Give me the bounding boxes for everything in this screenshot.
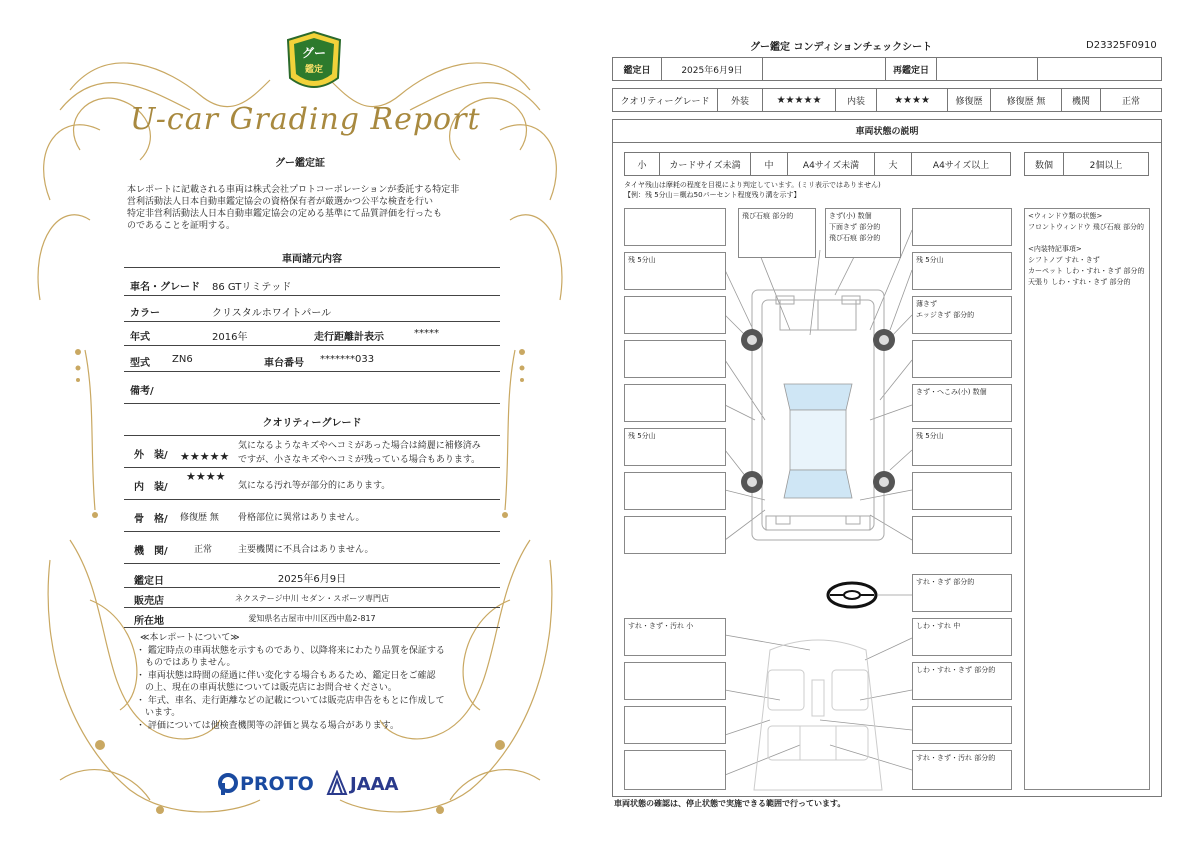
row-address: 所在地 愛知県名古屋市中川区西中島2-817 xyxy=(124,608,500,628)
note-box-2 xyxy=(912,208,1012,246)
note-box-8 xyxy=(912,472,1012,510)
date-value: 2025年6月9日 xyxy=(661,57,763,81)
badge-top-text: グー xyxy=(301,46,326,60)
row-date: 鑑定日 2025年6月9日 xyxy=(124,566,500,588)
repair-label: 修復歴 xyxy=(947,88,991,112)
note-box-10 xyxy=(912,516,1012,554)
note-box-1 xyxy=(624,208,726,246)
repair-value: 修復歴 無 xyxy=(990,88,1062,112)
note-box-6 xyxy=(624,384,726,422)
note-box-9 xyxy=(624,516,726,554)
proto-logo-icon xyxy=(216,772,240,796)
note-right-rear: すれ・きず・汚れ 部分的 xyxy=(912,750,1012,790)
legend-large-desc: A4サイズ以上 xyxy=(911,152,1011,176)
spec-title-row: 車両諸元内容 xyxy=(124,246,500,268)
legend-count: 数個 xyxy=(1024,152,1064,176)
note-box-14 xyxy=(624,750,726,790)
note-box-4 xyxy=(624,340,726,378)
side-info-panel xyxy=(1024,208,1150,790)
jaaa-logo-icon xyxy=(326,770,348,796)
interior-title: <内装特記事項> xyxy=(1028,245,1082,253)
row-year-mileage: 年式 2016年 走行距離計表示 ***** xyxy=(124,322,500,346)
note-box-11 xyxy=(624,662,726,700)
window-title: <ウィンドウ類の状態> xyxy=(1028,212,1103,220)
jaaa-logo-text: JAAA xyxy=(350,774,399,795)
exterior-label: 外装 xyxy=(717,88,763,112)
interior-label: 内装 xyxy=(835,88,877,112)
row-name-grade: 車名・グレード 86 GTリミテッド xyxy=(124,270,500,296)
row-interior: 内 装/ ★★★★ 気になる汚れ等が部分的にあります。 xyxy=(124,468,500,500)
report-notes: ≪本レポートについて≫ ・ 鑑定時点の車両状態を示すものであり、以降将来にわたり品質を保証する ものではありません。 ・ 車両状態は時間の経過に伴い変化する場合もあるため、鑑定日をご確認 の上、現在の車両状態については販売店にお問合せください。 ・ 年式、車名、走行距離などの記載については販売店申告をもとに作成して います。 ・ 評価については他検査機関等の評価と異なる場合があります。 xyxy=(136,633,445,731)
note-box-5 xyxy=(912,340,1012,378)
legend-count-desc: 2個以上 xyxy=(1063,152,1149,176)
exterior-stars: ★★★★★ xyxy=(762,88,836,112)
legend-small: 小 xyxy=(624,152,660,176)
note-right-seat: しわ・すれ 中 xyxy=(912,618,1012,656)
row-exterior: 外 装/ ★★★★★ 気になるようなキズやヘコミがあった場合は綺麗に補修済み ですが、小さなキズやヘコミが残っている場合もあります。 xyxy=(124,436,500,468)
tire-note-1: タイヤ残山は摩耗の程度を目視により判定しています。(ミリ表示ではありません) xyxy=(624,181,881,189)
note-box-7 xyxy=(624,472,726,510)
engine-value: 正常 xyxy=(1100,88,1162,112)
legend-medium-desc: A4サイズ未満 xyxy=(787,152,875,176)
tire-note-2: 【例：残 5分山＝概ね50パーセント程度残り溝を示す】 xyxy=(624,191,801,199)
note-right-dent: きず・へこみ(小) 数個 xyxy=(912,384,1012,422)
document-id: D23325F0910 xyxy=(1086,40,1157,51)
legend-large: 大 xyxy=(874,152,912,176)
note-box-3 xyxy=(624,296,726,334)
note-right-mid: しわ・すれ・きず 部分的 xyxy=(912,662,1012,700)
section-title: 車両状態の説明 xyxy=(612,119,1162,143)
note-box-13 xyxy=(912,706,1012,744)
engine-label: 機関 xyxy=(1061,88,1101,112)
note-box-top-2: きず(小) 数個 下面きず 部分的 飛び石痕 部分的 xyxy=(825,208,901,258)
sheet-title: グー鑑定 コンディションチェックシート xyxy=(750,42,933,53)
note-right-tire-rear: 残 5分山 xyxy=(912,428,1012,466)
regrade-label: 再鑑定日 xyxy=(885,57,937,81)
row-color: カラー クリスタルホワイトパール xyxy=(124,296,500,322)
quality-title-row: クオリティーグレード xyxy=(124,404,500,436)
date-label: 鑑定日 xyxy=(612,57,662,81)
report-title: U-car Grading Report xyxy=(130,102,481,137)
proto-logo-text: PROTO xyxy=(240,773,314,795)
note-left-tire-front: 残 5分山 xyxy=(624,252,726,290)
interior-item: シフトノブ すれ・きず xyxy=(1028,256,1100,264)
window-desc: フロントウィンドウ 飛び石痕 部分的 xyxy=(1028,223,1145,231)
note-steering: すれ・きず 部分的 xyxy=(912,574,1012,612)
row-model-chassis: 型式 ZN6 車台番号 *******033 xyxy=(124,346,500,372)
footer-note: 車両状態の確認は、停止状態で実施できる範囲で行っています。 xyxy=(614,799,846,808)
row-engine: 機 関/ 正常 主要機関に不具合はありません。 xyxy=(124,532,500,564)
intro-text: 本レポートに記載される車両は株式会社プロトコーポレーションが委託する特定非 営利活動法人日本自動車鑑定協会の資格保有者が厳選かつ公平な検査を行い 特定非営利活動法人日本自動車鑑定協会の定める基準にて品質評価を行ったも のであることを証明する。 xyxy=(127,185,460,231)
legend-medium: 中 xyxy=(750,152,788,176)
note-right-side: 薄きず エッジきず 部分的 xyxy=(912,296,1012,334)
note-left-tire-rear: 残 5分山 xyxy=(624,428,726,466)
note-box-12 xyxy=(624,706,726,744)
certificate-title: グー鑑定証 xyxy=(275,158,325,169)
row-frame: 骨 格/ 修復歴 無 骨格部位に異常はありません。 xyxy=(124,500,500,532)
interior-stars: ★★★★ xyxy=(876,88,948,112)
condition-check-sheet xyxy=(600,0,1200,848)
row-remarks: 備考/ xyxy=(124,372,500,404)
note-left-seat: すれ・きず・汚れ 小 xyxy=(624,618,726,656)
note-box-top-1: 飛び石痕 部分的 xyxy=(738,208,816,258)
badge-bottom-text: 鑑定 xyxy=(304,65,323,75)
row-dealer: 販売店 ネクステージ中川 セダン・スポーツ専門店 xyxy=(124,588,500,608)
note-right-tire-front: 残 5分山 xyxy=(912,252,1012,290)
interior-item: カーペット しわ・すれ・きず 部分的 xyxy=(1028,267,1145,275)
quality-label: クオリティーグレード xyxy=(612,88,718,112)
legend-small-desc: カードサイズ未満 xyxy=(659,152,751,176)
interior-item: 天張り しわ・すれ・きず 部分的 xyxy=(1028,278,1131,286)
